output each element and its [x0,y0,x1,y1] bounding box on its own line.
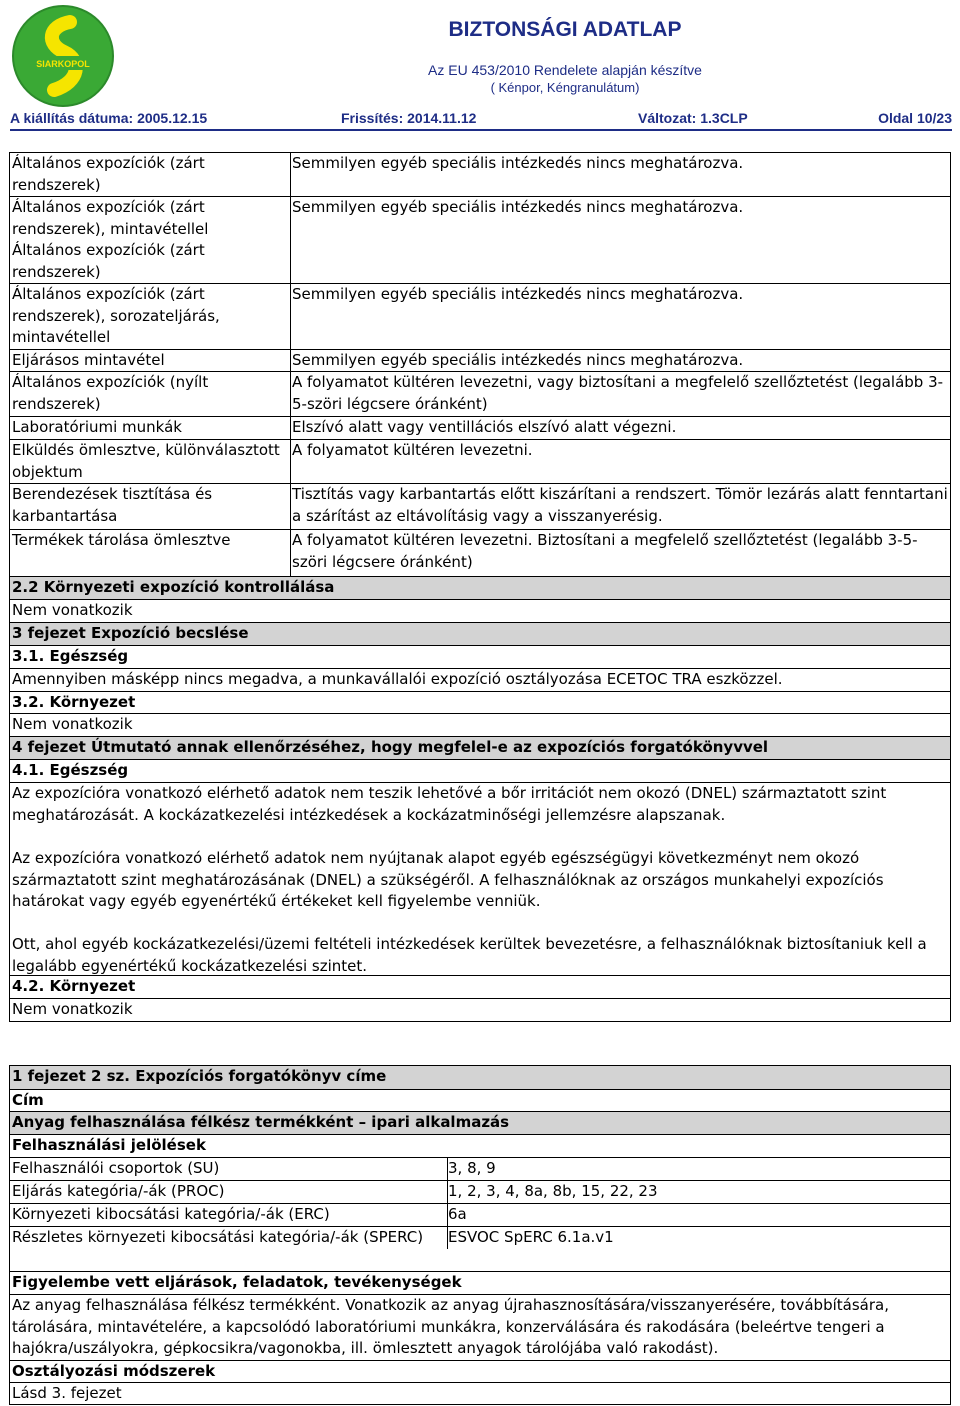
update-date: Frissítés: 2014.11.12 [341,110,477,126]
field-label: Figyelembe vett eljárások, feladatok, tevékenységek [10,1271,950,1294]
subsection-heading: 3.2. Környezet [10,691,950,713]
measures-and-assessment-table [9,152,951,1022]
table-row: Általános expozíciók (nyílt rendszerek) A folyamatot kültéren levezetni, vagy biztosítani a megfelelő szellőztetést (legalább 3-5-szöri légcsere óránként) [10,371,950,416]
section-text [10,782,950,975]
section-text: Amennyiben másképp nincs megadva, a munkavállalói expozíció osztályozása ECETOC TRA eszközzel. [10,668,950,691]
company-logo [8,4,118,108]
field-label: Cím [10,1089,950,1111]
section-text: Az anyag felhasználása félkész termékként. Vonatkozik az anyag újrahasznosítására/visszanyerésére, továbbítására, tárolására, mintavételére, a kapcsolódó laboratóriumi munkákra, konzerválására és rakodására (beleértve tengeri a hajókra/uszályokra, gépkocsikra/vagonokba, ill. ömlesztett anyagok tárolójába való rakodást). [10,1294,950,1360]
table-row: Környezeti kibocsátási kategória/-ák (ERC) 6a [10,1203,950,1226]
table-row: Termékek tárolása ömlesztve A folyamatot kültéren levezetni. Biztosítani a megfelelő szellőztetést (legalább 3-5-szöri légcsere óránként) [10,529,950,576]
table-row: Laboratóriumi munkák Elszívó alatt vagy ventillációs elszívó alatt végezni. [10,416,950,439]
table-row: Elküldés ömlesztve, különválasztott objektum A folyamatot kültéren levezetni. [10,439,950,483]
table-row: Általános expozíciók (zárt rendszerek), sorozateljárás, mintavétellel Semmilyen egyéb speciális intézkedés nincs meghatározva. [10,283,950,349]
table-row: Részletes környezeti kibocsátási kategória/-ák (SPERC) ESVOC SpERC 6.1a.v1 [10,1226,950,1271]
scenario-name: Anyag felhasználása félkész termékként – ipari alkalmazás [10,1111,950,1134]
page-number: Oldal 10/23 [878,110,952,126]
table-row: Felhasználói csoportok (SU) 3, 8, 9 [10,1157,950,1180]
paragraph: Az expozícióra vonatkozó elérhető adatok nem nyújtanak alapot egyéb egészségügyi következményt nem okozó származtatott szint meghatározásának (DNEL) a szükségéről. A felhasználóknak az országos munkahelyi expozíciós határokat vagy egyéb egyenértékű értékeket kell figyelembe venniük. [12,849,884,910]
document-meta-bar [10,110,952,128]
version: Változat: 1.3CLP [638,110,748,126]
section-text: Nem vonatkozik [10,998,950,1021]
product-name: ( Kénpor, Kéngranulátum) [490,80,640,95]
paragraph: Az expozícióra vonatkozó elérhető adatok nem teszik lehetővé a bőr irritációt nem okozó (DNEL) származtatott szint meghatározását. A kockázatkezelési intézkedések a kockázatminőségi jellemzésre alapszanak. [12,784,887,824]
scenario-title: 1 fejezet 2 sz. Expozíciós forgatókönyv címe [10,1066,950,1089]
header-rule [10,129,952,131]
svg-text:SIARKOPOL: SIARKOPOL [36,59,90,69]
table-row: Eljárás kategória/-ák (PROC) 1, 2, 3, 4, 8a, 8b, 15, 22, 23 [10,1180,950,1203]
table-row: Általános expozíciók (zárt rendszerek), mintavétellel Általános expozíciók (zárt rendszerek) Semmilyen egyéb speciális intézkedés nincs meghatározva. [10,196,950,283]
section-text: Nem vonatkozik [10,599,950,622]
paragraph: Ott, ahol egyéb kockázatkezelési/üzemi feltételi intézkedések kerültek bevezetésre, a felhasználóknak biztosítaniuk kell a legalább egyenértékű kockázatkezelési szintet. [12,935,927,975]
field-label: Osztályozási módszerek [10,1360,950,1382]
section-heading: 2.2 Környezeti expozíció kontrollálása [10,576,950,599]
regulation-subtitle: Az EU 453/2010 Rendelete alapján készítve [428,62,702,78]
section-heading: 3 fejezet Expozíció becslése [10,622,950,645]
exposure-scenario-table [9,1065,951,1405]
document-title: BIZTONSÁGI ADATLAP [448,18,682,41]
subsection-heading: 3.1. Egészség [10,645,950,668]
table-row: Eljárásos mintavétel Semmilyen egyéb speciális intézkedés nincs meghatározva. [10,349,950,371]
section-heading: 4 fejezet Útmutató annak ellenőrzéséhez, hogy megfelel-e az expozíciós forgatókönyvvel [10,736,950,759]
table-row: Általános expozíciók (zárt rendszerek) Semmilyen egyéb speciális intézkedés nincs meghatározva. [12,154,744,194]
subsection-heading: 4.2. Környezet [10,975,950,998]
field-label: Felhasználási jelölések [10,1134,950,1157]
table-row: Berendezések tisztítása és karbantartása Tisztítás vagy karbantartás előtt kiszárítani a rendszert. Tömör lezárás alatt fenntartani a szárítást az eltávolításig vagy a visszanyerésig. [10,483,950,529]
section-text: Lásd 3. fejezet [10,1382,950,1404]
section-text: Nem vonatkozik [10,713,950,736]
issue-date: A kiállítás dátuma: 2005.12.15 [10,110,208,126]
subsection-heading: 4.1. Egészség [10,759,950,782]
